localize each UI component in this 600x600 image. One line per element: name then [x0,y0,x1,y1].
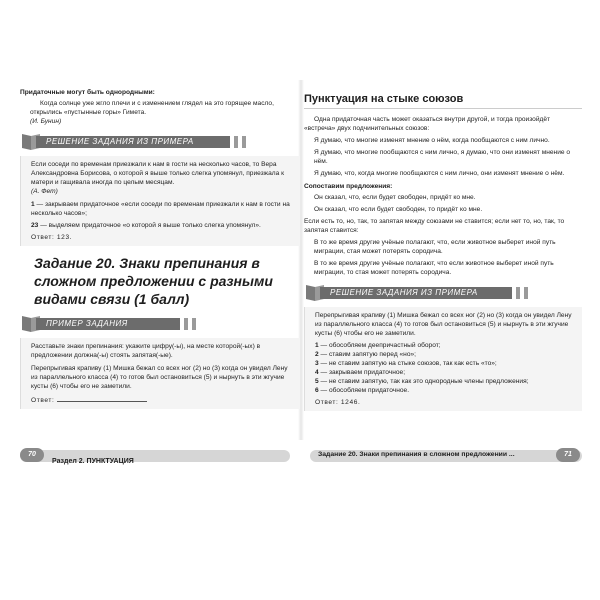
example-1: Я думаю, что многие изменят мнение о нём, когда пообщаются с ним лично. [314,137,550,144]
example-2: Я думаю, что многие пообщаются с ним лично, я думаю, что они изменят мнение о нём. [314,149,571,165]
rule-text: Если есть то, но, так, то запятая между союзами не ставится; если нет то, но, так, то запятая ставится: [304,218,565,234]
solution-item: 1 — обособляем деепричастный оборот; [315,342,441,349]
bio-example-1: В то же время другие учёные полагают, что, если животное выберет иной путь миграции, стая может потерять сородича. [314,239,556,255]
section-heading: Пунктуация на стыке союзов [304,92,582,109]
left-page [20,88,300,440]
bunin-quote: Когда солнце уже жгло плечи и с изменением глядел на это горящее масло, открылись «пустынные горы» Гимета. [30,100,274,116]
solution-item: 4 — закрываем придаточное; [315,369,406,376]
page-footer [0,446,600,464]
banner-label: ПРИМЕР ЗАДАНИЯ [36,318,180,330]
task-title: Задание 20. Знаки препинания в сложном предложении с разными видами связи (1 балл) [34,255,273,307]
left-footer-bar [20,450,290,465]
fet-author: (А. Фет) [31,188,58,195]
fet-example: Если соседи по временам приезжали к нам в гости на несколько часов, то Вера Александровна Борисова, о которой я выше только слегка упомянул, приезжала к матери и гащивала иногда по целым месяцам. [31,161,284,186]
page-number-left: 70 [20,448,44,462]
solution-item: 6 — обособляем придаточное. [315,387,410,394]
solution-item: 2 — ставим запятую перед «но»; [315,351,416,358]
solution-sentence: Перепрыгивая крапиву (1) Мишка бежал со всех ног (2) но (3) когда он увидел Лену из параллельного класса (4) то готов был остановиться (5) и нырнуть в эти жгучие кусты (6) чтобы его не заметили. [315,312,572,337]
compare-2: Он сказал, что если будет свободен, то придёт ко мне. [314,206,483,213]
section-title: Раздел 2. ПУНКТУАЦИЯ [52,458,134,465]
sample-task-banner [20,316,300,332]
homogeneous-heading: Придаточные могут быть однородными: [20,89,155,96]
compare-1: Он сказал, что, если будет свободен, придёт ко мне. [314,194,476,201]
example-solution-banner [20,134,300,150]
compare-heading: Сопоставим предложения: [304,183,393,190]
example-solution-banner-right [304,285,582,301]
answer-blank-line [57,395,147,402]
solution-list [315,341,576,395]
banner-label: РЕШЕНИЕ ЗАДАНИЯ ИЗ ПРИМЕРА [36,136,230,148]
bio-example-2: В то же время другие учёные полагают, что если животное выберет иной путь миграции, то стая может потерять сородича. [314,260,554,276]
intro-text: Одна придаточная часть может оказаться внутри другой, и тогда произойдёт «встреча» двух подчинительных союзов: [304,116,551,132]
sample-instruction: Расставьте знаки препинания: укажите цифру(-ы), на месте которой(-ых) в предложении должна(-ы) стоять запятая(-ые). [31,343,261,359]
fet-note-1: 1 — закрываем придаточное «если соседи по временам приезжали к нам в гости на несколько часов»; [31,201,290,217]
banner-label: РЕШЕНИЕ ЗАДАНИЯ ИЗ ПРИМЕРА [320,287,512,299]
solution-item: 5 — не ставим запятую, так как это однородные члены предложения; [315,378,529,385]
sample-answer: Ответ: [31,395,294,405]
solution-answer: Ответ: 1246. [315,399,361,406]
solution-item: 3 — не ставим запятую на стыке союзов, так как есть «то»; [315,360,497,367]
fet-note-2: 23 — выделяем придаточное «о которой я выше только слегка упомянул». [31,222,261,229]
bunin-author: (И. Бунин) [30,118,62,125]
fet-answer: Ответ: 123. [31,234,73,241]
example-3: Я думаю, что, когда многие пообщаются с ним лично, они изменят мнение о нём. [314,170,565,177]
footer-task-title: Задание 20. Знаки препинания в сложном предложении ... [318,451,515,458]
right-page [304,88,582,440]
sample-sentence: Перепрыгивая крапиву (1) Мишка бежал со всех ног (2) но (3) когда он увидел Лену из параллельного класса (4) то готов был остановиться (5) и нырнуть в эти жгучие кусты (6) чтобы его не заметили. [31,365,288,390]
page-number-right: 71 [556,448,580,462]
